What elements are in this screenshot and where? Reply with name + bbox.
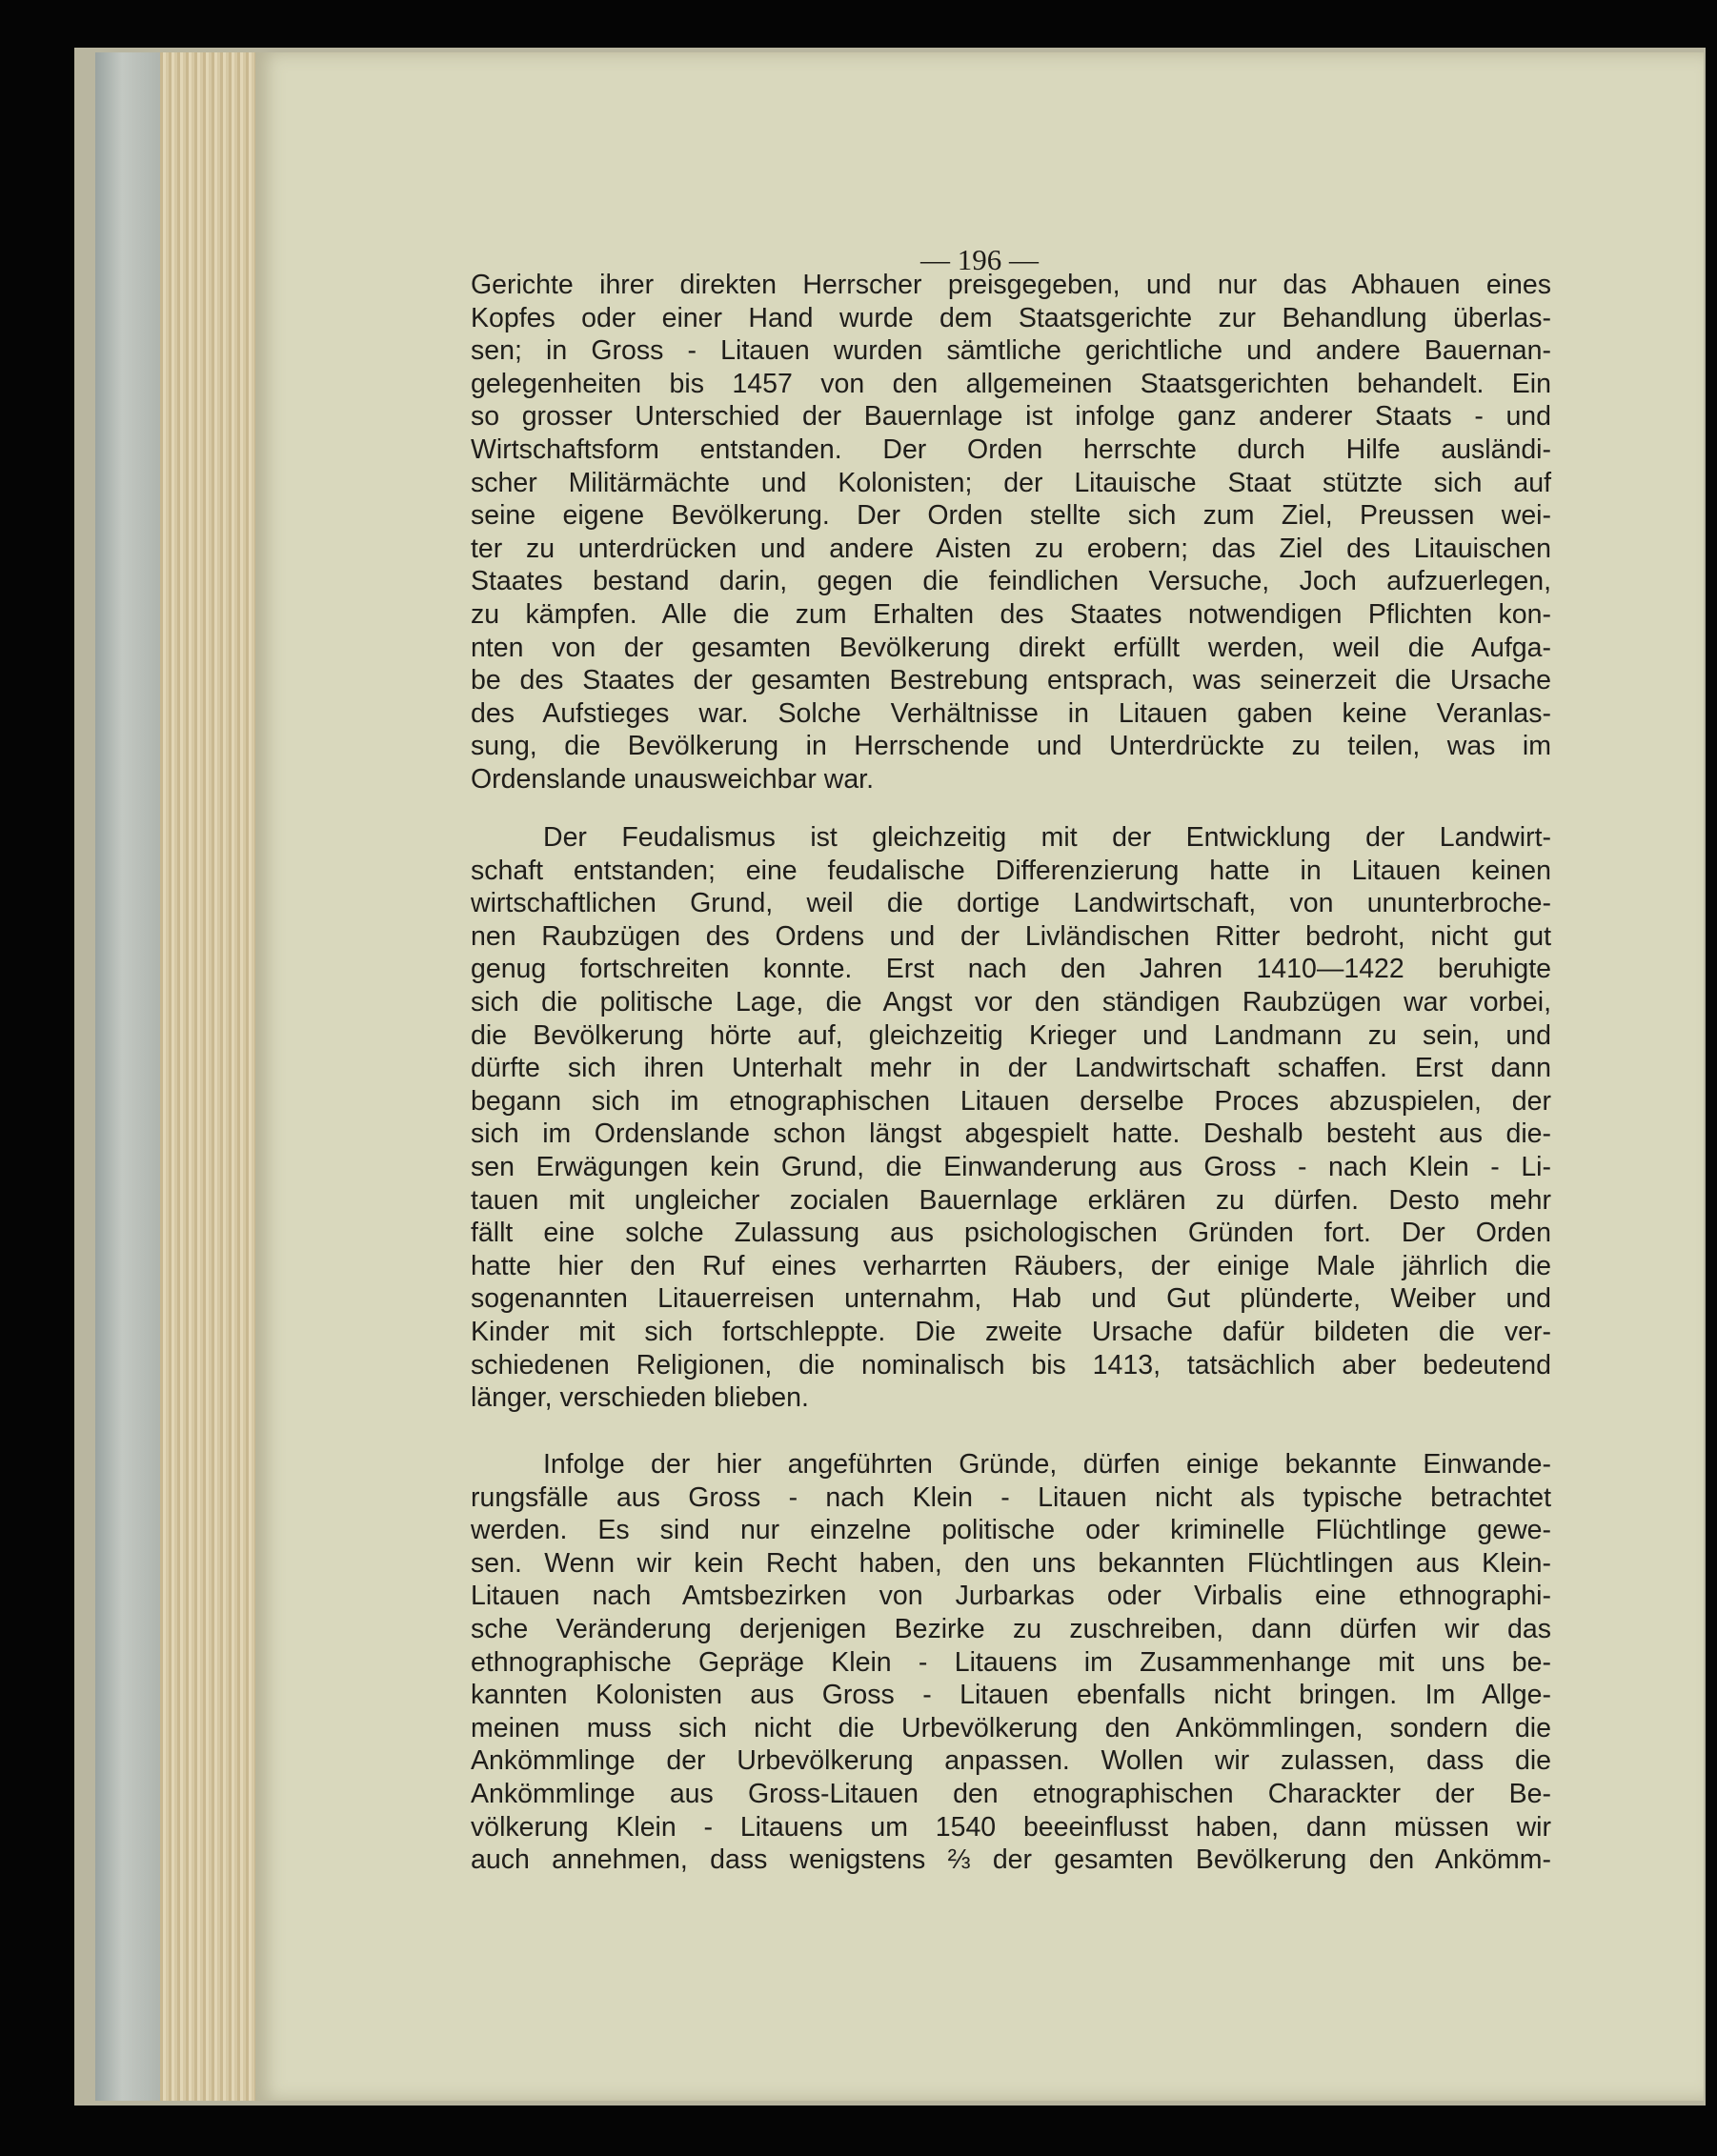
text-line: fällt eine solche Zulassung aus psichologischen Gründen fort. Der Orden <box>471 1218 1551 1249</box>
text-line: so grosser Unterschied der Bauernlage ist infolge ganz anderer Staats - und <box>471 401 1551 433</box>
text-line: meinen muss sich nicht die Urbevölkerung den Ankömmlingen, sondern die <box>471 1712 1551 1743</box>
text-line: Ankömmlinge der Urbevölkerung anpassen. Wollen wir zulassen, dass die <box>471 1745 1551 1777</box>
text-line: Ankömmlinge aus Gross-Litauen den etnographischen Charackter der Be- <box>471 1778 1551 1809</box>
text-line: Infolge der hier angeführten Gründe, dürfen einige bekannte Einwande- <box>543 1449 1551 1480</box>
paragraph-3 <box>471 1448 1551 1877</box>
paragraph-2 <box>471 821 1551 1415</box>
text-line: sen. Wenn wir kein Recht haben, den uns bekannten Flüchtlingen aus Klein- <box>471 1547 1551 1579</box>
text-line: begann sich im etnographischen Litauen derselbe Proces abzuspielen, der <box>471 1085 1551 1117</box>
text-line: Der Feudalismus ist gleichzeitig mit der Entwicklung der Landwirt- <box>543 822 1551 853</box>
text-line: Kinder mit sich fortschleppte. Die zweite Ursache dafür bildeten die ver- <box>471 1316 1551 1347</box>
text-line: sche Veränderung derjenigen Bezirke zu zuschreiben, dann dürfen wir das <box>471 1613 1551 1644</box>
text-line: hatte hier den Ruf eines verharrten Räubers, der einige Male jährlich die <box>471 1250 1551 1281</box>
text-line: nen Raubzügen des Ordens und der Livländischen Ritter bedroht, nicht gut <box>471 920 1551 952</box>
text-line: wirtschaftlichen Grund, weil die dortige Landwirtschaft, von ununterbroche- <box>471 888 1551 919</box>
text-line: zu kämpfen. Alle die zum Erhalten des Staates notwendigen Pflichten kon- <box>471 598 1551 630</box>
text-line: Wirtschaftsform entstanden. Der Orden herrschte durch Hilfe ausländi- <box>471 433 1551 465</box>
text-line: kannten Kolonisten aus Gross - Litauen ebenfalls nicht bringen. Im Allge- <box>471 1680 1551 1711</box>
text-line: scher Militärmächte und Kolonisten; der Litauische Staat stützte sich auf <box>471 467 1551 498</box>
page-edges <box>160 52 255 2101</box>
text-line: genug fortschreiten konnte. Erst nach den Jahren 1410—1422 beruhigte <box>471 954 1551 985</box>
text-line: sen; in Gross - Litauen wurden sämtliche gerichtliche und andere Bauernan- <box>471 335 1551 367</box>
text-line: werden. Es sind nur einzelne politische oder kriminelle Flüchtlinge gewe- <box>471 1515 1551 1546</box>
text-line: tauen mit ungleicher zocialen Bauernlage erklären zu dürfen. Desto mehr <box>471 1184 1551 1216</box>
paragraph-1 <box>471 269 1551 796</box>
text-line: sen Erwägungen kein Grund, die Einwanderung aus Gross - nach Klein - Li- <box>471 1151 1551 1182</box>
text-line: länger, verschieden blieben. <box>471 1382 809 1414</box>
text-line: sich die politische Lage, die Angst vor den ständigen Raubzügen war vorbei, <box>471 986 1551 1018</box>
text-line: Litauen nach Amtsbezirken von Jurbarkas oder Virbalis eine ethnographi- <box>471 1581 1551 1612</box>
text-line: Kopfes oder einer Hand wurde dem Staatsgerichte zur Behandlung überlas- <box>471 302 1551 333</box>
text-line: völkerung Klein - Litauens um 1540 beeeinflusst haben, dann müssen wir <box>471 1811 1551 1843</box>
text-line: Staates bestand darin, gegen die feindlichen Versuche, Joch aufzuerlegen, <box>471 566 1551 597</box>
text-line: schaft entstanden; eine feudalische Differenzierung hatte in Litauen keinen <box>471 855 1551 886</box>
text-line: dürfte sich ihren Unterhalt mehr in der Landwirtschaft schaffen. Erst dann <box>471 1053 1551 1084</box>
text-line: sogenannten Litauerreisen unternahm, Hab und Gut plünderte, Weiber und <box>471 1283 1551 1315</box>
text-line: die Bevölkerung hörte auf, gleichzeitig Krieger und Landmann zu sein, und <box>471 1019 1551 1051</box>
text-line: ethnographische Gepräge Klein - Litauens im Zusammenhange mit uns be- <box>471 1646 1551 1678</box>
text-line: be des Staates der gesamten Bestrebung entsprach, was seinerzeit die Ursache <box>471 665 1551 696</box>
text-line: schiedenen Religionen, die nominalisch bis 1413, tatsächlich aber bedeutend <box>471 1349 1551 1380</box>
text-line: rungsfälle aus Gross - nach Klein - Litauen nicht als typische betrachtet <box>471 1481 1551 1513</box>
page-number: — 196 — <box>920 243 1039 276</box>
text-line: Gerichte ihrer direkten Herrscher preisgegeben, und nur das Abhauen eines <box>471 270 1551 300</box>
text-line: sung, die Bevölkerung in Herrschende und Unterdrückte zu teilen, was im <box>471 731 1551 762</box>
text-line: seine eigene Bevölkerung. Der Orden stellte sich zum Ziel, Preussen wei- <box>471 500 1551 532</box>
text-line: sich im Ordenslande schon längst abgespielt hatte. Deshalb besteht aus die- <box>471 1118 1551 1150</box>
book-spine <box>95 52 162 2101</box>
text-line: gelegenheiten bis 1457 von den allgemeinen Staatsgerichten behandelt. Ein <box>471 368 1551 399</box>
text-line: auch annehmen, dass wenigstens ⅔ der gesamten Bevölkerung den Ankömm- <box>471 1844 1551 1876</box>
text-line: nten von der gesamten Bevölkerung direkt erfüllt werden, weil die Aufga- <box>471 632 1551 663</box>
text-line: des Aufstieges war. Solche Verhältnisse in Litauen gaben keine Veranlas- <box>471 697 1551 729</box>
text-line: ter zu unterdrücken und andere Aisten zu erobern; das Ziel des Litauischen <box>471 533 1551 564</box>
text-line: Ordenslande unausweichbar war. <box>471 763 875 795</box>
